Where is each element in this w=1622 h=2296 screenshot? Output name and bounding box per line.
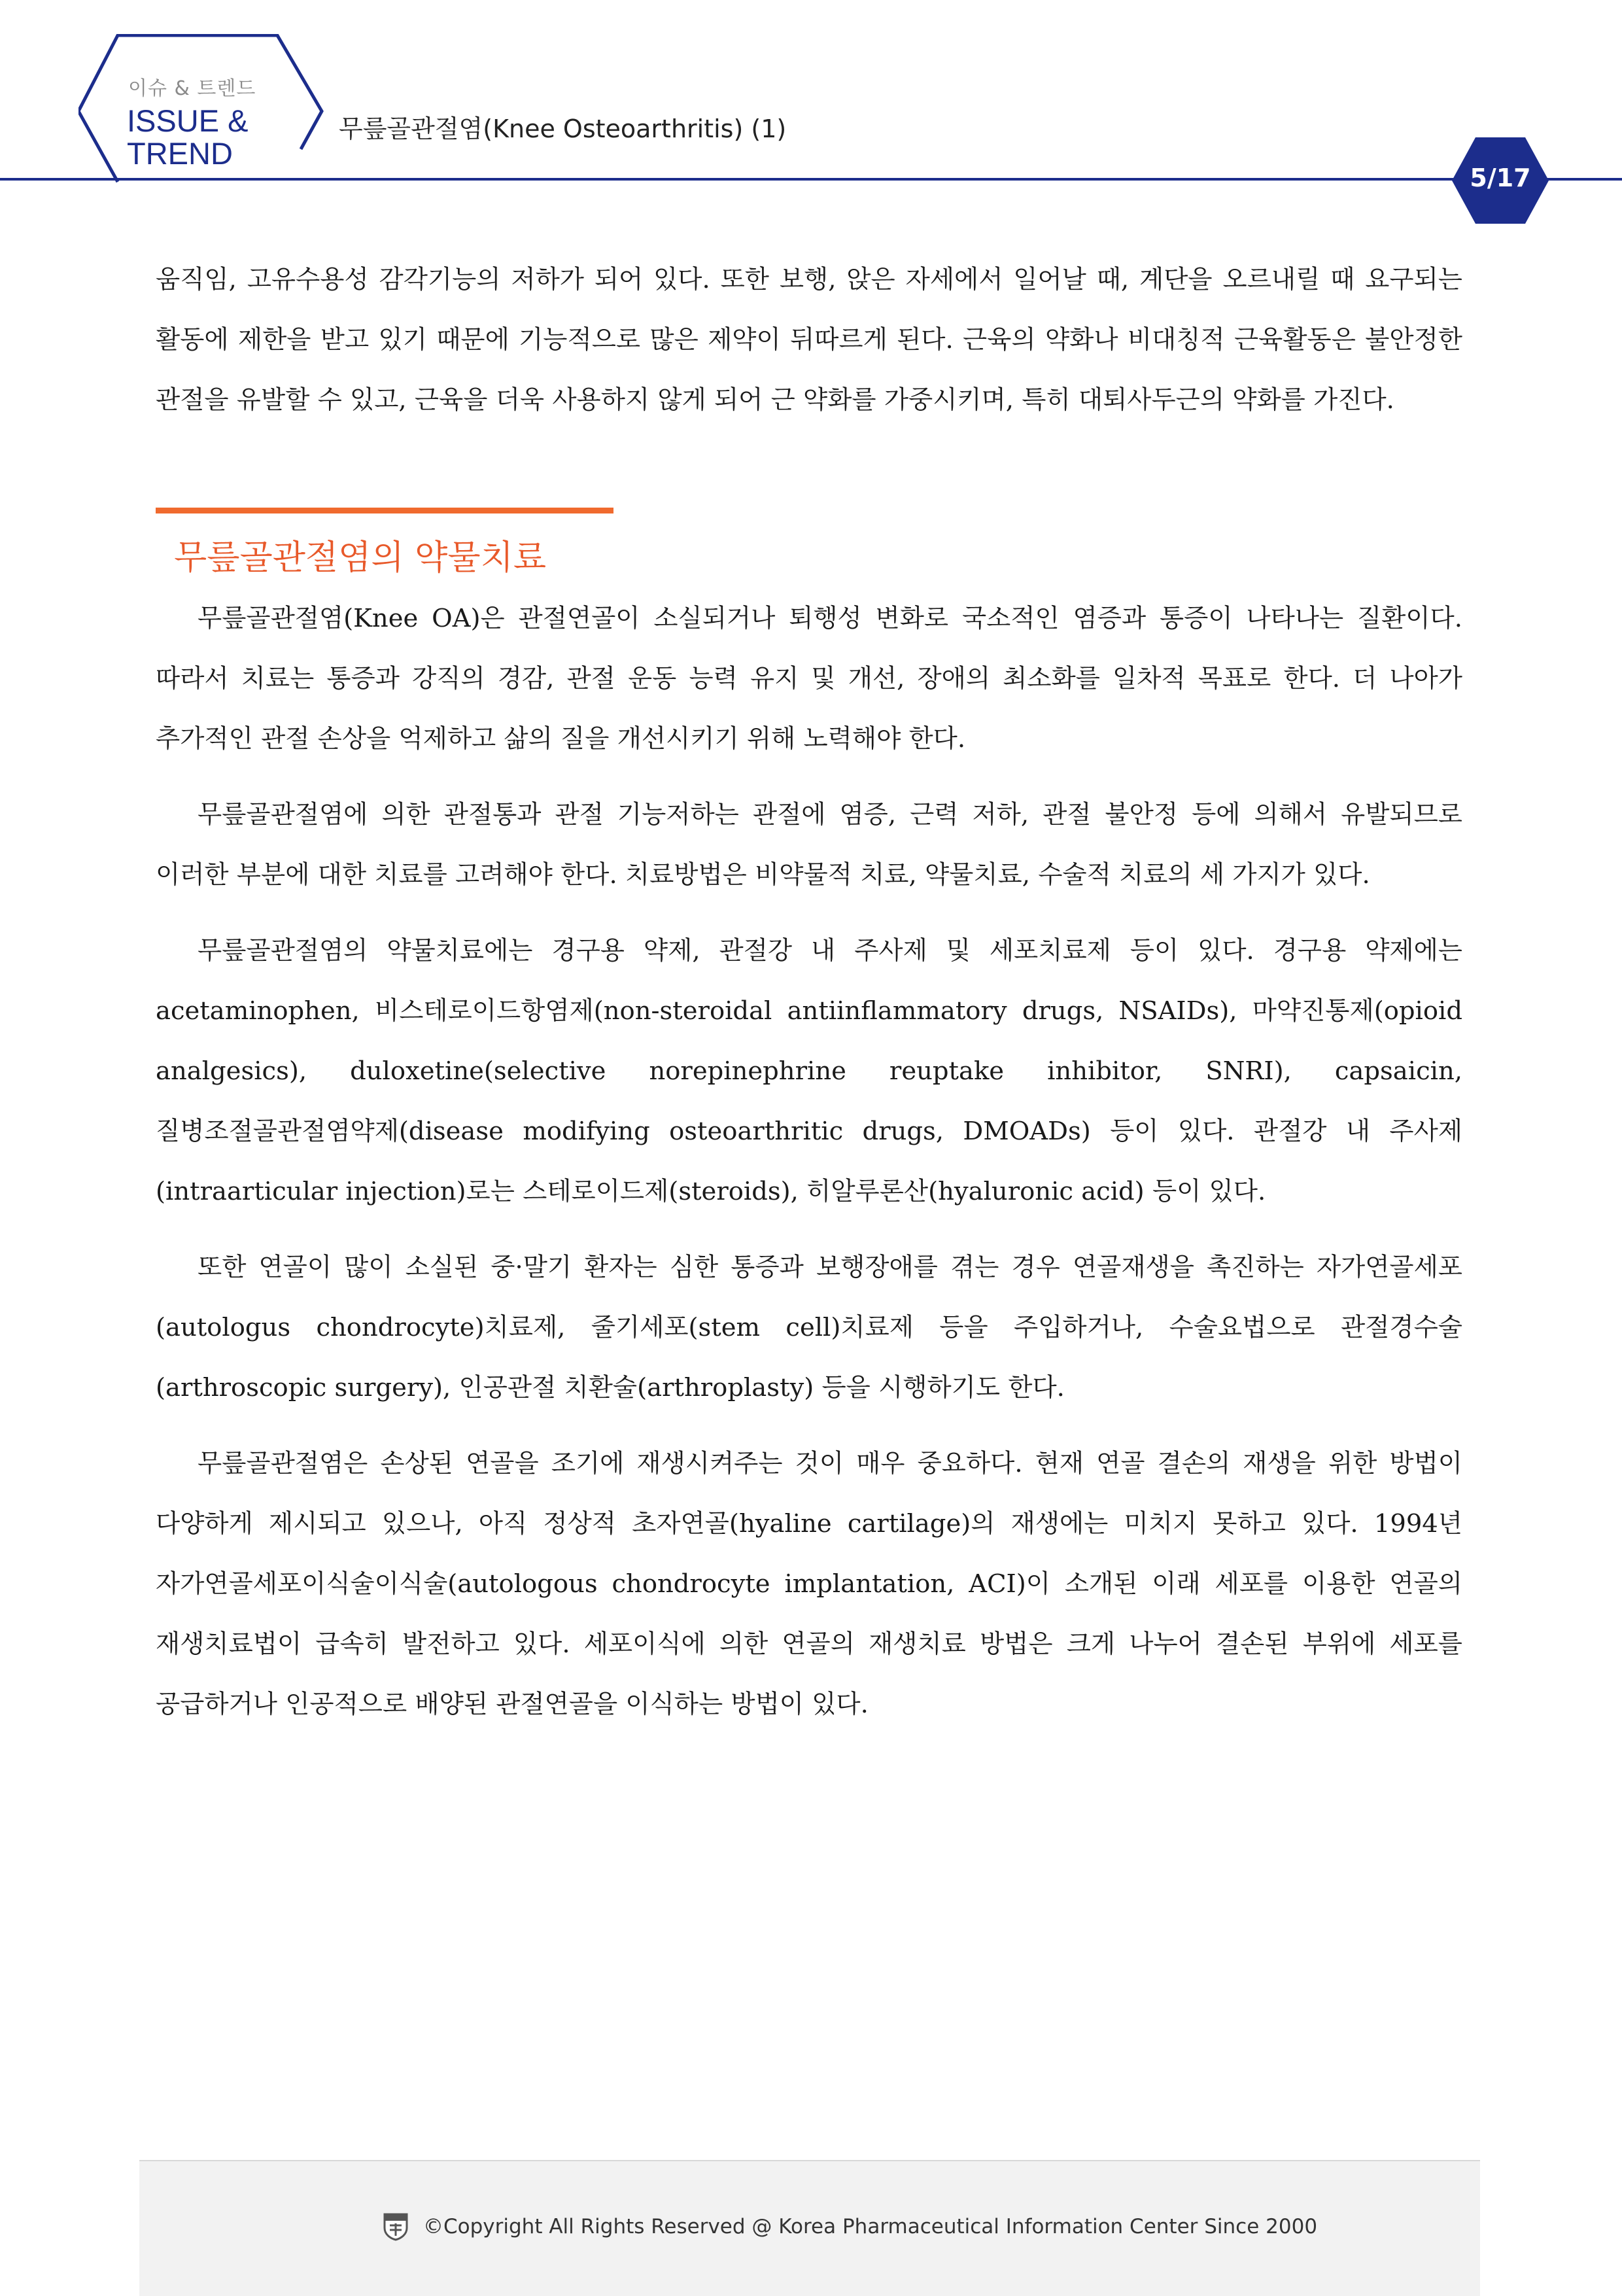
paragraph-5: 무릎골관절염은 손상된 연골을 조기에 재생시켜주는 것이 매우 중요하다. 현재 연골 결손의 재생을 위한 방법이 다양하게 제시되고 있으나, 아직 정상적 초자연골(hyaline cartilage)의 재생에는 미치지 못하고 있다. 1994년 자가연골세포이식술이식술(autologous chondrocyte implantation, ACI)이 소개된 이래 세포를 이용한 연골의 재생치료법이 급속히 발전하고 있다. 세포이식에 의한 연골의 재생치료 방법은 크게 나누어 결손된 부위에 세포를 공급하거나 인공적으로 배양된 관절연골을 이식하는 방법이 있다. [156, 1449, 1462, 1719]
page-number: 5/17 [1470, 164, 1531, 192]
paragraph-3: 무릎골관절염의 약물치료에는 경구용 약제, 관절강 내 주사제 및 세포치료제 등이 있다. 경구용 약제에는 acetaminophen, 비스테로이드항염제(non-steroidal antiinflammatory drugs, NSAIDs), 마약진통제(opioid analgesics), duloxetine(selective norepinephrine reuptake inhibitor, SNRI), capsaicin, 질병조절골관절염약제(disease modifying osteoarthritic drugs, DMOADs) 등이 있다. 관절강 내 주사제(intraarticular injection)로는 스테로이드제(steroids), 히알루론산(hyaluronic acid) 등이 있다. [156, 936, 1462, 1206]
page-header-title: 무릎골관절염(Knee Osteoarthritis) (1) [339, 114, 787, 143]
section-accent-bar [156, 508, 613, 513]
article-body [156, 250, 1462, 1735]
issue-trend-badge [78, 34, 327, 184]
badge-line-1: ISSUE & [127, 103, 249, 138]
badge-korean-label: 이슈 & 트렌드 [128, 77, 256, 100]
paragraph-2: 무릎골관절염에 의한 관절통과 관절 기능저하는 관절에 염증, 근력 저하, 관절 불안정 등에 의해서 유발되므로 이러한 부분에 대한 치료를 고려해야 한다. 치료방법은 비약물적 치료, 약물치료, 수술적 치료의 세 가지가 있다. [156, 800, 1462, 890]
badge-line-2: TREND [127, 136, 233, 171]
shield-logo-icon [383, 2212, 409, 2241]
section-heading [156, 508, 1462, 576]
section-title: 무릎골관절염의 약물치료 [174, 538, 547, 578]
copyright-text: ©Copyright All Rights Reserved @ Korea Pharmaceutical Information Center Since 2000 [423, 2215, 1318, 2238]
paragraph-1: 무릎골관절염(Knee OA)은 관절연골이 소실되거나 퇴행성 변화로 국소적인 염증과 통증이 나타나는 질환이다. 따라서 치료는 통증과 강직의 경감, 관절 운동 능력 유지 및 개선, 장애의 최소화를 일차적 목표로 한다. 더 나아가 추가적인 관절 손상을 억제하고 삶의 질을 개선시키기 위해 노력해야 한다. [156, 604, 1462, 754]
badge-title [127, 105, 297, 170]
page-footer [139, 2160, 1480, 2296]
header-divider [0, 178, 1622, 181]
paragraph-4: 또한 연골이 많이 소실된 중·말기 환자는 심한 통증과 보행장애를 겪는 경우 연골재생을 촉진하는 자가연골세포(autologus chondrocyte)치료제, 줄기세포(stem cell)치료제 등을 주입하거나, 수술요법으로 관절경수술(arthroscopic surgery), 인공관절 치환술(arthroplasty) 등을 시행하기도 한다. [156, 1253, 1462, 1402]
intro-paragraph: 움직임, 고유수용성 감각기능의 저하가 되어 있다. 또한 보행, 앉은 자세에서 일어날 때, 계단을 오르내릴 때 요구되는 활동에 제한을 받고 있기 때문에 기능적으로 많은 제약이 뒤따르게 된다. 근육의 약화나 비대칭적 근육활동은 불안정한 관절을 유발할 수 있고, 근육을 더욱 사용하지 않게 되어 근 약화를 가중시키며, 특히 대퇴사두근의 약화를 가진다. [156, 265, 1462, 415]
